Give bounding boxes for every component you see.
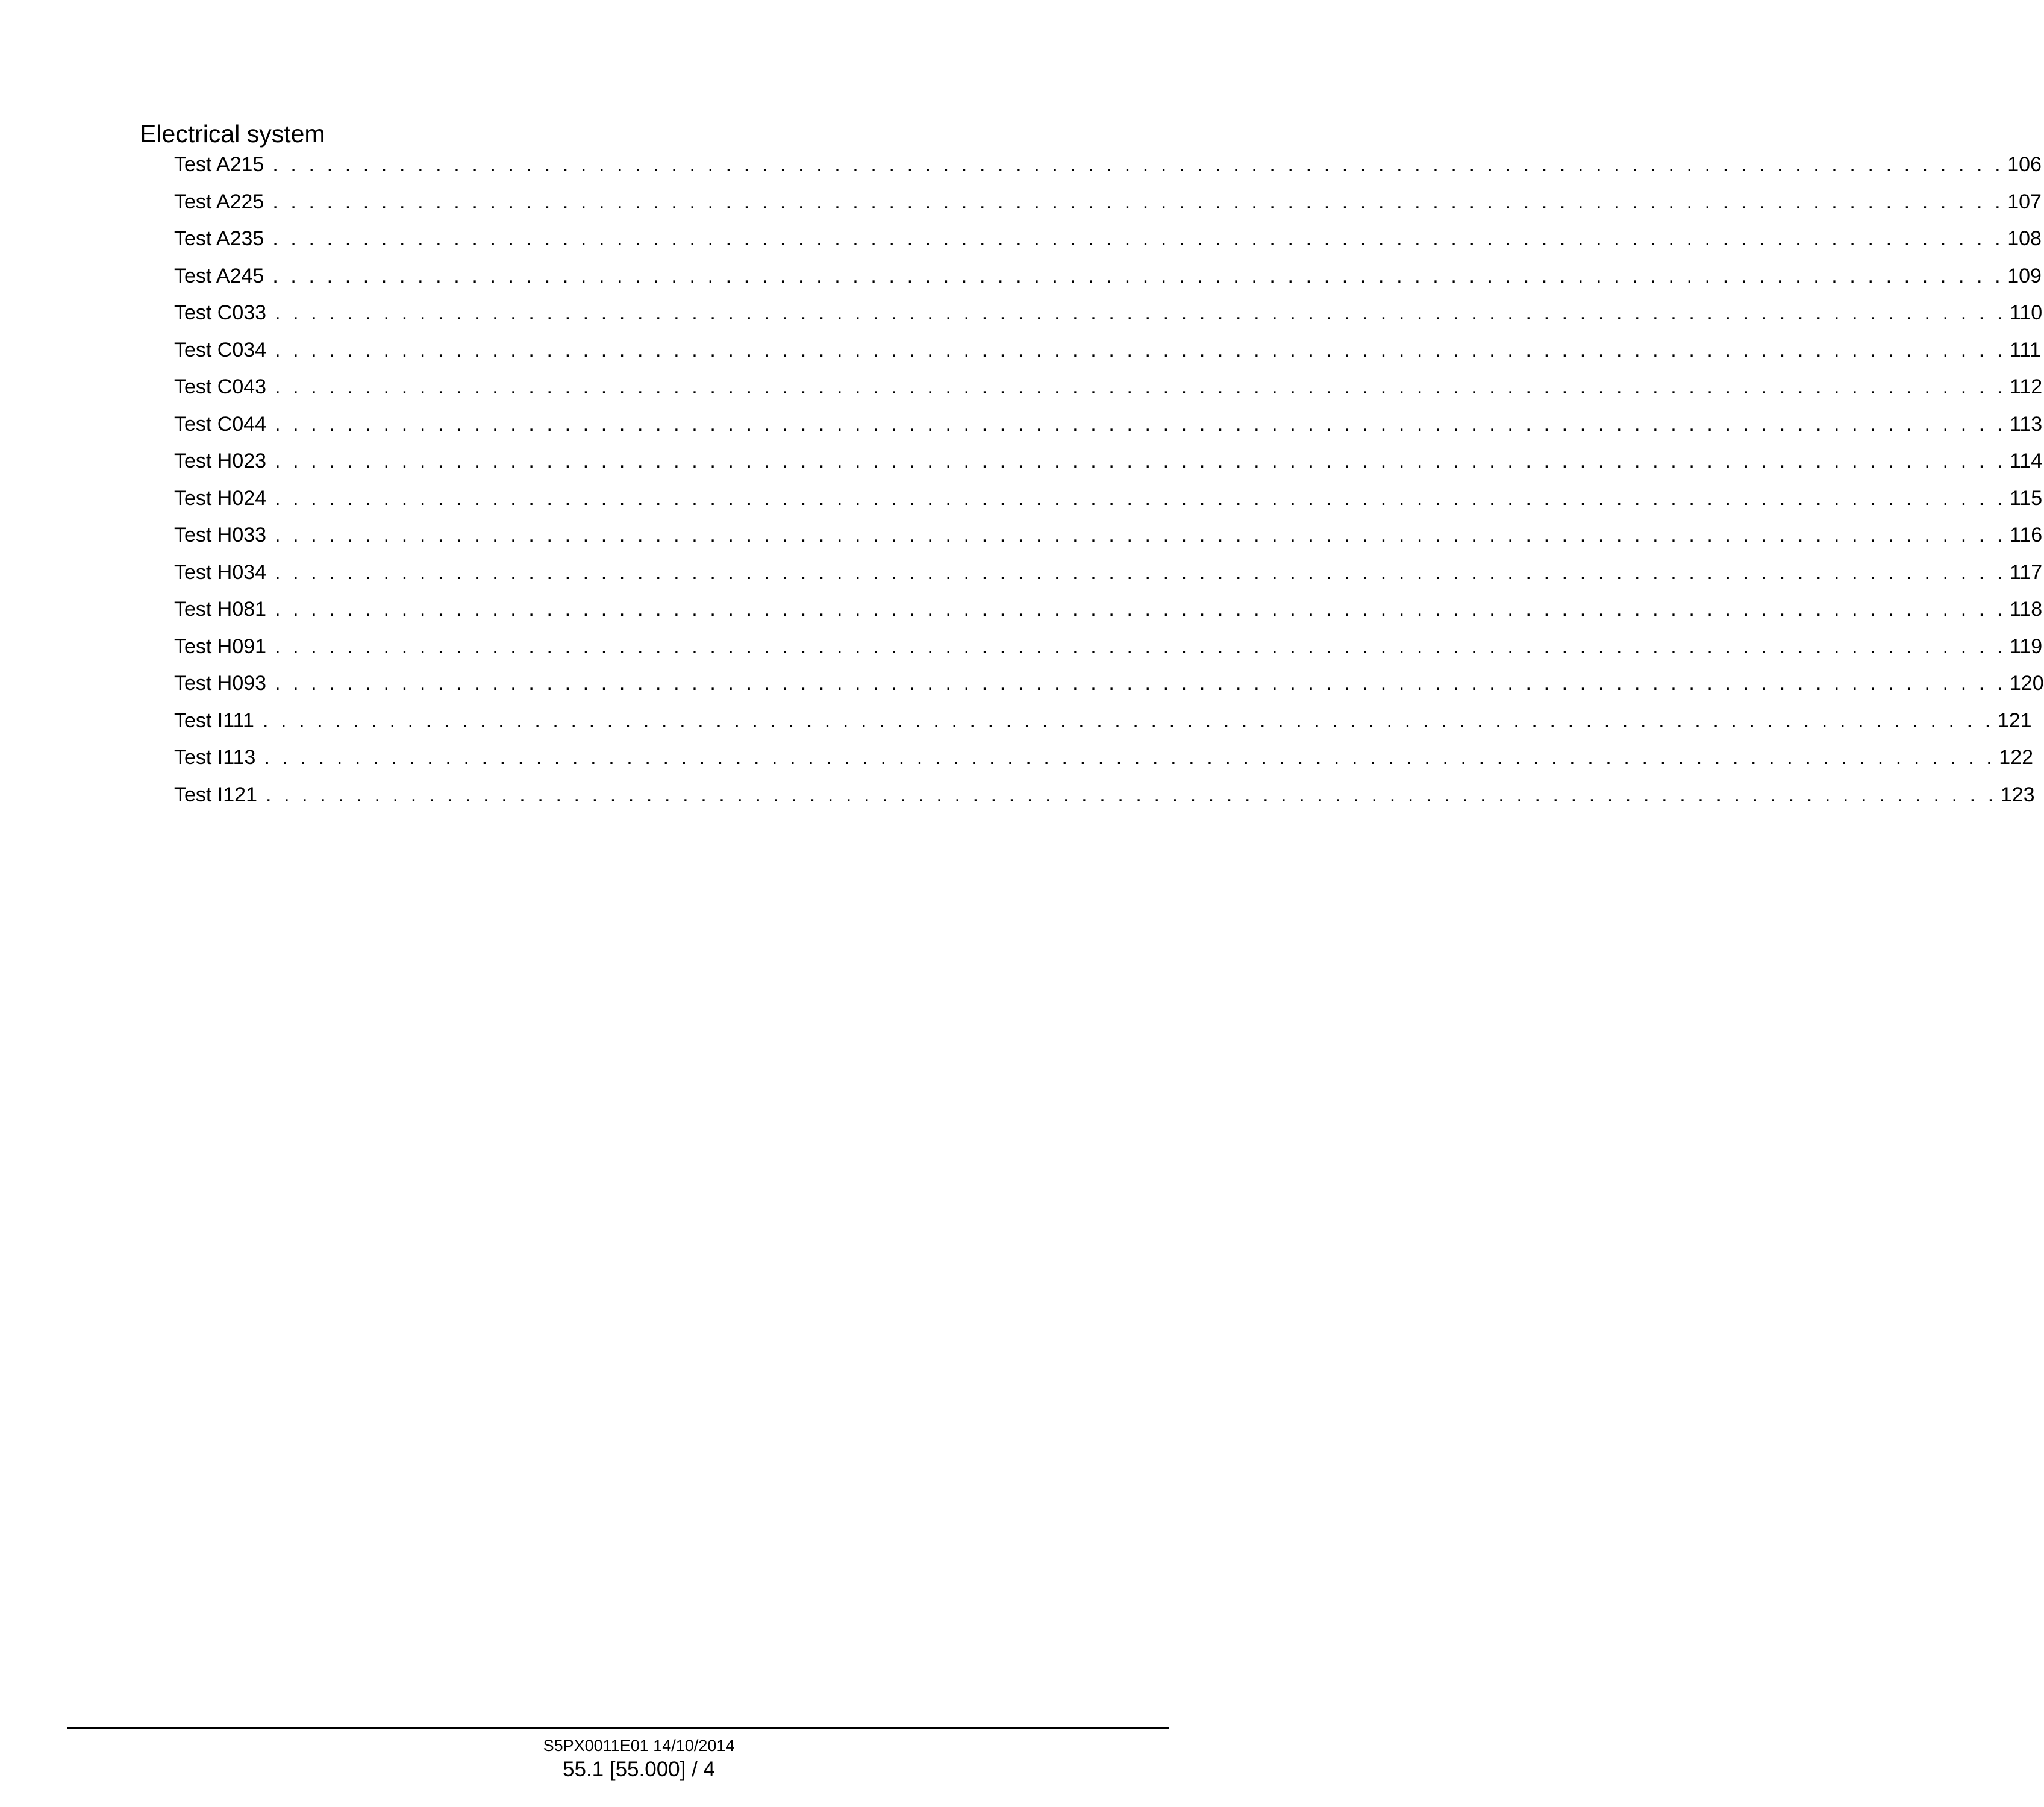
toc-entry[interactable] [174,369,2043,406]
toc-entry-page: 115 [2009,486,2043,510]
toc-entry-page: 120 [2009,672,2044,695]
toc-entry-label: Test H091 [174,634,267,658]
toc-entry[interactable] [174,258,2042,295]
toc-entry[interactable] [174,146,2042,184]
toc-entry-page: 110 [2009,301,2043,324]
toc-entry-label: Test I121 [174,783,257,806]
toc-entry[interactable] [174,406,2043,443]
toc-entry-page: 114 [2009,449,2043,472]
dot-leader: . . . . . . . . . . . . . . . . . . . . . . . . . . . . . . . . . . . . . . . . . . . . . . . . . . . . . . . . . . . . . . . . . . . . . . . . . . . . . . . . . . . . . . . . . . . . . . . . [275,560,2006,584]
toc-entry-label: Test H024 [174,486,267,510]
footer-document-code: S5PX0011E01 14/10/2014 [543,1737,735,1755]
toc-entry-label: Test C044 [174,412,267,436]
toc-entry-page: 113 [2009,412,2043,436]
toc-entry[interactable] [174,665,2044,703]
dot-leader: . . . . . . . . . . . . . . . . . . . . . . . . . . . . . . . . . . . . . . . . . . . . . . . . . . . . . . . . . . . . . . . . . . . . . . . . . . . . . . . . . . . . . . . . . . . . . . . . [272,190,2004,213]
toc-entry-page: 117 [2009,560,2043,584]
section-title: Electrical system [140,120,325,148]
dot-leader: . . . . . . . . . . . . . . . . . . . . . . . . . . . . . . . . . . . . . . . . . . . . . . . . . . . . . . . . . . . . . . . . . . . . . . . . . . . . . . . . . . . . . . . . . . . . . . . . [275,301,2006,324]
toc-entry-label: Test A245 [174,264,264,287]
toc-entry[interactable] [174,517,2043,554]
toc-entry[interactable] [174,628,2043,666]
toc-entry-label: Test C034 [174,338,267,362]
dot-leader: . . . . . . . . . . . . . . . . . . . . . . . . . . . . . . . . . . . . . . . . . . . . . . . . . . . . . . . . . . . . . . . . . . . . . . . . . . . . . . . . . . . . . . . . . . . . . . . . [272,153,2004,176]
toc-entry-label: Test A225 [174,190,264,213]
toc-entry[interactable] [174,332,2041,369]
dot-leader: . . . . . . . . . . . . . . . . . . . . . . . . . . . . . . . . . . . . . . . . . . . . . . . . . . . . . . . . . . . . . . . . . . . . . . . . . . . . . . . . . . . . . . . . . . . . . . . . [275,486,2006,510]
toc-entry[interactable] [174,221,2042,258]
toc-entry-page: 123 [2000,783,2035,806]
toc-entry[interactable] [174,295,2043,332]
toc-entry[interactable] [174,554,2043,592]
dot-leader: . . . . . . . . . . . . . . . . . . . . . . . . . . . . . . . . . . . . . . . . . . . . . . . . . . . . . . . . . . . . . . . . . . . . . . . . . . . . . . . . . . . . . . . . . . . . . . . . [272,227,2004,250]
toc-entry[interactable] [174,591,2043,628]
toc-entry-label: Test A235 [174,227,264,250]
dot-leader: . . . . . . . . . . . . . . . . . . . . . . . . . . . . . . . . . . . . . . . . . . . . . . . . . . . . . . . . . . . . . . . . . . . . . . . . . . . . . . . . . . . . . . . . . . . . . . . . [275,449,2006,472]
toc-entry-page: 112 [2009,375,2043,398]
dot-leader: . . . . . . . . . . . . . . . . . . . . . . . . . . . . . . . . . . . . . . . . . . . . . . . . . . . . . . . . . . . . . . . . . . . . . . . . . . . . . . . . . . . . . . . . . . . . . . . . [275,524,2006,546]
toc-entry[interactable] [174,443,2043,480]
dot-leader: . . . . . . . . . . . . . . . . . . . . . . . . . . . . . . . . . . . . . . . . . . . . . . . . . . . . . . . . . . . . . . . . . . . . . . . . . . . . . . . . . . . . . . . . . . . . . . . . [275,375,2006,398]
toc-entry[interactable] [174,777,2035,814]
dot-leader: . . . . . . . . . . . . . . . . . . . . . . . . . . . . . . . . . . . . . . . . . . . . . . . . . . . . . . . . . . . . . . . . . . . . . . . . . . . . . . . . . . . . . . . . . . . . . . . . [265,783,1997,806]
dot-leader: . . . . . . . . . . . . . . . . . . . . . . . . . . . . . . . . . . . . . . . . . . . . . . . . . . . . . . . . . . . . . . . . . . . . . . . . . . . . . . . . . . . . . . . . . . . . . . . . [275,672,2006,695]
toc-entry-page: 118 [2009,598,2043,621]
toc-entry-page: 119 [2009,634,2043,658]
toc-entry-label: Test H023 [174,449,267,472]
toc-entry[interactable] [174,480,2043,518]
toc-entry[interactable] [174,184,2042,221]
toc-entry[interactable] [174,739,2034,777]
toc-entry[interactable] [174,703,2032,740]
toc-entry-label: Test C033 [174,301,267,324]
toc-entry-label: Test I111 [174,709,254,732]
toc-entry-page: 107 [2007,190,2042,213]
toc-entry-page: 116 [2009,524,2043,546]
dot-leader: . . . . . . . . . . . . . . . . . . . . . . . . . . . . . . . . . . . . . . . . . . . . . . . . . . . . . . . . . . . . . . . . . . . . . . . . . . . . . . . . . . . . . . . . . . . . . . . . [275,634,2006,658]
toc-entry-label: Test I113 [174,746,256,769]
table-of-contents [174,146,2044,813]
toc-entry-label: Test C043 [174,375,267,398]
toc-entry-page: 121 [1997,709,2032,732]
toc-entry-page: 109 [2007,264,2042,287]
toc-entry-label: Test A215 [174,153,264,176]
toc-entry-page: 108 [2007,227,2042,250]
toc-entry-page: 111 [2009,338,2041,362]
toc-entry-label: Test H033 [174,524,267,546]
toc-entry-page: 122 [1999,746,2034,769]
footer-divider [67,1727,1169,1729]
dot-leader: . . . . . . . . . . . . . . . . . . . . . . . . . . . . . . . . . . . . . . . . . . . . . . . . . . . . . . . . . . . . . . . . . . . . . . . . . . . . . . . . . . . . . . . . . . . . . . . . [262,709,1994,732]
toc-entry-label: Test H081 [174,598,267,621]
dot-leader: . . . . . . . . . . . . . . . . . . . . . . . . . . . . . . . . . . . . . . . . . . . . . . . . . . . . . . . . . . . . . . . . . . . . . . . . . . . . . . . . . . . . . . . . . . . . . . . . [264,746,1996,769]
footer-page-reference: 55.1 [55.000] / 4 [563,1758,715,1781]
toc-entry-label: Test H093 [174,672,267,695]
dot-leader: . . . . . . . . . . . . . . . . . . . . . . . . . . . . . . . . . . . . . . . . . . . . . . . . . . . . . . . . . . . . . . . . . . . . . . . . . . . . . . . . . . . . . . . . . . . . . . . . [272,264,2004,287]
dot-leader: . . . . . . . . . . . . . . . . . . . . . . . . . . . . . . . . . . . . . . . . . . . . . . . . . . . . . . . . . . . . . . . . . . . . . . . . . . . . . . . . . . . . . . . . . . . . . . . . [275,338,2006,362]
dot-leader: . . . . . . . . . . . . . . . . . . . . . . . . . . . . . . . . . . . . . . . . . . . . . . . . . . . . . . . . . . . . . . . . . . . . . . . . . . . . . . . . . . . . . . . . . . . . . . . . [275,412,2006,436]
toc-entry-label: Test H034 [174,560,267,584]
dot-leader: . . . . . . . . . . . . . . . . . . . . . . . . . . . . . . . . . . . . . . . . . . . . . . . . . . . . . . . . . . . . . . . . . . . . . . . . . . . . . . . . . . . . . . . . . . . . . . . . [275,598,2006,621]
toc-entry-page: 106 [2007,153,2042,176]
